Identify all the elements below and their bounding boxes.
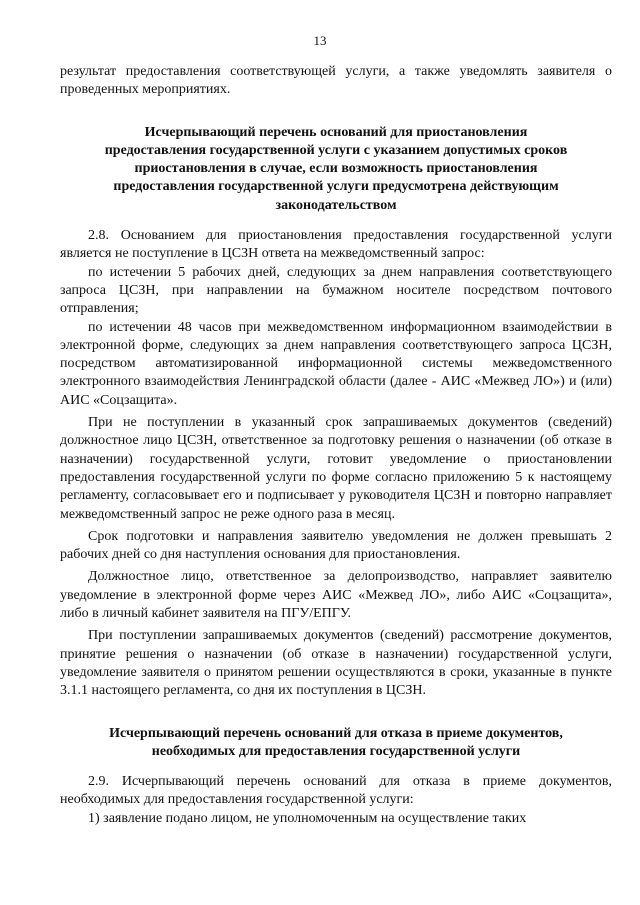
paragraph-2-9: 2.9. Исчерпывающий перечень оснований для отказа в приеме документов, необходимых для предоставления государственной услуги: xyxy=(60,774,612,808)
paragraph-item-1: 1) заявление подано лицом, не уполномоченным на осуществление таких xyxy=(88,810,527,826)
section-heading-suspension: Исчерпывающий перечень оснований для приостановления предоставления государственной услуги с указанием допустимых сроков приостановления в случае, если возможность приостановления предоставления государственной услуги предусмотрена действующим законодательством xyxy=(104,124,568,213)
section-heading-refusal: Исчерпывающий перечень оснований для отказа в приеме документов, необходимых для предоставления государственной услуги xyxy=(109,725,563,759)
paragraph-official: Должностное лицо, ответственное за делопроизводство, направляет заявителю уведомление в электронной форме через АИС «Межвед ЛО», либо АИС «Соцзащита», либо в личный кабинет заявителя на ПГУ/ЕПГУ. xyxy=(60,569,612,622)
document-body xyxy=(60,63,612,828)
paragraph-term: Срок подготовки и направления заявителю уведомления не должен превышать 2 рабочих дней со дня наступления основания для приостановления. xyxy=(60,528,612,563)
paragraph-not-received: При не поступлении в указанный срок запрашиваемых документов (сведений) должностное лицо ЦСЗН, ответственное за подготовку решения о назначении (об отказе в назначении) государственной услуги, готовит уведомление о приостановлении предоставления государственной услуги по форме согласно приложению 5 к настоящему регламенту, согласовывает его и подписывает у руководителя ЦСЗН и повторно направляет межведомственный запрос не реже одного раза в месяц. xyxy=(60,415,612,522)
paragraph-received: При поступлении запрашиваемых документов (сведений) рассмотрение документов, принятие решения о назначении (об отказе в назначении) государственной услуги, уведомление заявителя о принятом решении осуществляются в сроки, указанные в пункте 3.1.1 настоящего регламента, со дня их поступления в ЦСЗН. xyxy=(60,628,612,699)
paragraph-2-8: 2.8. Основанием для приостановления предоставления государственной услуги является не поступление в ЦСЗН ответа на межведомственный запрос: xyxy=(60,228,612,262)
page-number: 13 xyxy=(313,33,327,48)
intro-paragraph: результат предоставления соответствующей услуги, а также уведомлять заявителя о проведенных мероприятиях. xyxy=(60,64,612,98)
paragraph-48-hours: по истечении 48 часов при межведомственном информационном взаимодействии в электронной форме, следующих за днем направления соответствующего запроса ЦСЗН, посредством автоматизированной информационной системы межведомственного электронного взаимодействия Ленинградской области (далее - АИС «Межвед ЛО») и (или) АИС «Соцзащита». xyxy=(60,319,612,408)
paragraph-5-days: по истечении 5 рабочих дней, следующих за днем направления соответствующего запроса ЦСЗН, при направлении на бумажном носителе посредством почтового отправления; xyxy=(60,264,612,317)
